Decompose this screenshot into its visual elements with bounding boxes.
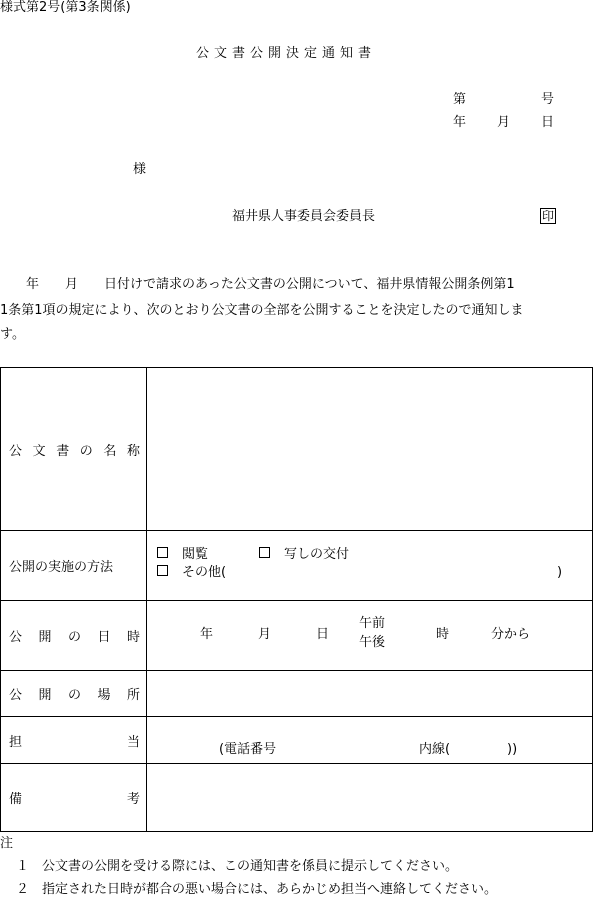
row-remarks [1, 764, 593, 832]
value-place[interactable] [147, 671, 593, 717]
label-char: 場 [97, 688, 111, 703]
label-char: 名 [103, 443, 117, 459]
label-place [1, 671, 147, 717]
label-char: 公 [9, 688, 23, 703]
label-char: 開 [38, 630, 52, 645]
disclosure-table [0, 367, 593, 832]
row-method [1, 531, 593, 601]
datetime-minute: 分から [491, 627, 531, 642]
body-line-3: す。 [0, 327, 25, 342]
doc-number-suffix: 号 [541, 92, 555, 107]
label-char: 時 [126, 630, 140, 645]
checkbox-other[interactable] [157, 565, 168, 576]
option-other-close: ) [557, 565, 563, 580]
label-char: の [79, 443, 93, 459]
option-copy-label: 写しの交付 [284, 547, 350, 562]
label-char: 日 [97, 630, 111, 645]
form-number: 様式第2号(第3条関係) [0, 0, 131, 15]
label-char: 公 [9, 630, 23, 645]
contact-close: )) [507, 742, 518, 757]
label-char: 書 [56, 443, 70, 459]
datetime-day: 日 [316, 627, 330, 642]
label-char: 開 [38, 688, 52, 703]
datetime-year: 年 [200, 627, 214, 642]
label-char: 称 [126, 443, 140, 459]
date-month: 月 [497, 115, 511, 130]
label-remarks [1, 764, 147, 832]
datetime-month: 月 [258, 627, 272, 642]
row-place [1, 671, 593, 717]
row-contact [1, 717, 593, 764]
datetime-pm: 午後 [359, 635, 386, 650]
contact-extension-label: 内線( [419, 742, 451, 757]
label-char: 所 [126, 688, 140, 703]
label-datetime [1, 601, 147, 671]
label-char: の [67, 630, 81, 645]
datetime-am: 午前 [359, 616, 386, 631]
option-other-label: その他( [182, 565, 227, 580]
option-view-label: 閲覧 [182, 547, 209, 562]
value-contact[interactable] [147, 717, 593, 764]
date-day: 日 [541, 115, 555, 130]
body-line-1: 年 月 日付けで請求のあった公文書の公開について、福井県情報公開条例第1 [0, 277, 515, 292]
value-remarks[interactable] [147, 764, 593, 832]
label-document-name [1, 368, 147, 531]
checkbox-copy[interactable] [259, 547, 270, 558]
row-datetime [1, 601, 593, 671]
label-char: 考 [126, 792, 140, 807]
value-method [147, 531, 593, 601]
addressee-suffix: 様 [133, 162, 147, 177]
label-char: 文 [32, 443, 46, 459]
label-char: の [67, 688, 81, 703]
sender-name: 福井県人事委員会委員長 [232, 209, 376, 224]
label-char: 備 [9, 792, 23, 807]
label-contact [1, 717, 147, 764]
label-method [1, 531, 147, 601]
body-line-2: 1条第1項の規定により、次のとおり公文書の全部を公開することを決定したので通知しま [0, 303, 524, 318]
checkbox-view[interactable] [157, 547, 168, 558]
label-char: 当 [126, 734, 140, 750]
label-method-text: 公開の実施の方法 [9, 560, 114, 575]
contact-phone-label: (電話番号 [219, 742, 277, 757]
document-title: 公文書公開決定通知書 [196, 46, 377, 61]
date-year: 年 [453, 115, 467, 130]
label-char: 担 [9, 734, 23, 750]
value-datetime[interactable] [147, 601, 593, 671]
seal-mark: 印 [542, 209, 555, 223]
note-1: １ 公文書の公開を受ける際には、この通知書を係員に提示してください。 [16, 859, 459, 874]
value-document-name[interactable] [147, 368, 593, 531]
label-char: 公 [9, 443, 23, 459]
row-document-name [1, 368, 593, 531]
datetime-hour: 時 [436, 627, 450, 642]
note-2: ２ 指定された日時が都合の悪い場合には、あらかじめ担当へ連絡してください。 [16, 882, 498, 897]
doc-number-prefix: 第 [453, 92, 467, 107]
notes-heading: 注 [0, 836, 14, 851]
